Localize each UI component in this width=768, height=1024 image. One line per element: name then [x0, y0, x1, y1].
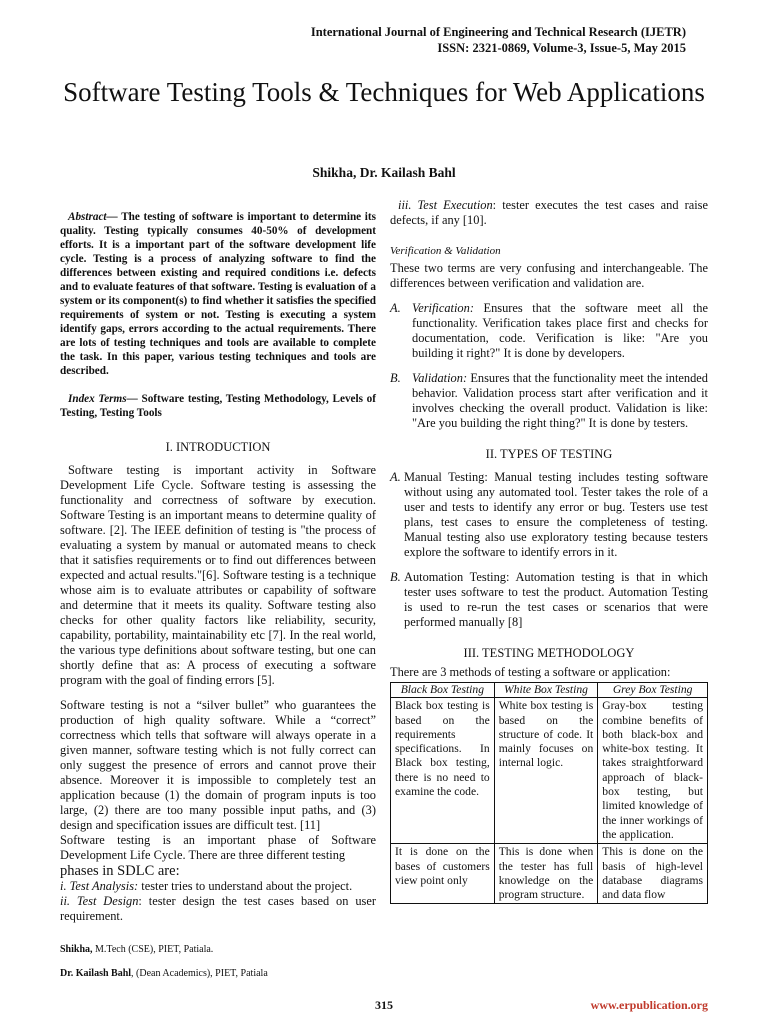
- phase-2-label: ii. Test Design: [60, 894, 139, 908]
- vv-intro: These two terms are very confusing and interchangeable. The differences between verification and validation are.: [390, 261, 708, 290]
- types-item-automation: [390, 570, 708, 630]
- types-b-label: B.: [390, 570, 401, 584]
- journal-name: International Journal of Engineering and Technical Research (IJETR): [310, 25, 686, 39]
- col-white-box: White Box Testing: [494, 683, 598, 698]
- table-cell: It is done on the bases of customers view point only: [391, 844, 495, 904]
- publisher-link[interactable]: www.erpublication.org: [590, 998, 708, 1012]
- phase-test-execution: [390, 198, 708, 228]
- phase-test-analysis: [60, 879, 376, 894]
- vv-b-body: [412, 371, 708, 431]
- types-heading: II. TYPES OF TESTING: [485, 447, 613, 461]
- col-black-box: Black Box Testing: [391, 683, 495, 698]
- journal-header: [311, 24, 686, 56]
- index-terms-lead: Index Terms—: [68, 393, 138, 405]
- footnote-author-2: [60, 968, 376, 980]
- vv-item-verification: [390, 301, 708, 361]
- table-cell: This is done when the tester has full knowledge on the program structure.: [494, 844, 598, 904]
- index-terms-text: Software testing, Testing Methodology, Levels of Testing, Testing Tools: [60, 393, 376, 419]
- vv-a-term: Verification:: [412, 301, 474, 315]
- phase-2-text: : tester design the test cases based on user requirement.: [60, 894, 376, 923]
- types-item-manual: [390, 470, 708, 560]
- footnote-1-name: Shikha,: [60, 944, 93, 955]
- vv-b-label: B.: [390, 371, 401, 385]
- vv-a-text: Ensures that the software meet all the functionality. Verification takes place first and checks for documentation, code. Verification is like: "Are you building it right?" It is done by developers.: [412, 301, 708, 360]
- intro-paragraph-2: Software testing is not a “silver bullet” who guarantees the production of high quality software. While a “correct” correctness which tells that software will always operate in a given manner, software testing which is not fully correct can only suggest the presence of errors and cannot prove their absence. Moreover it is impossible to completely test an application because (1) the domain of program inputs is too large, (2) there are too many possible input paths, and (3) design and specification issues are difficult test. [11]: [60, 698, 376, 832]
- abstract-text: The testing of software is important to determine its quality. Testing typically consumes 40-50% of development efforts. It is a important part of the software development life cycle. Testing is a process of analyzing software to find the differences between existing and required conditions i.e. defects and to evaluate features of that software. Testing is evaluation of a system or its component(s) to find whether it satisfies the specified requirements of system or not. Testing is executing a system identify gaps, errors according to the actual requirements. There are lots of testing techniques and tools are available to complete the task. In this paper, various testing techniques and tools are described.: [60, 211, 376, 377]
- table-row: [391, 698, 708, 844]
- table-cell: Gray-box testing combine benefits of both black-box and white-box testing. It takes straightforward approach of black-box testing, but limited knowledge of the inner workings of the application.: [598, 698, 708, 844]
- left-column: [60, 210, 376, 980]
- paper-authors: Shikha, Dr. Kailash Bahl: [312, 165, 456, 180]
- methodology-heading: III. TESTING METHODOLOGY: [463, 646, 635, 660]
- intro-phases: phases in SDLC are:: [60, 863, 180, 879]
- vv-heading: Verification & Validation: [390, 245, 501, 257]
- table-cell: This is done on the basis of high-level database diagrams and data flow: [598, 844, 708, 904]
- index-terms: [60, 392, 376, 420]
- methods-table: [390, 682, 708, 904]
- types-b-text: Automation Testing: Automation testing is that in which tester uses software to test the product. Automation Testing is used to re-run the test cases or scenarios that were performed manually [8]: [404, 570, 708, 629]
- methods-table-header: [391, 683, 708, 698]
- footnote-2-name: Dr. Kailash Bahl: [60, 968, 132, 979]
- table-cell: Black box testing is based on the requirements specifications. In Black box testing, there is no need to examine the code.: [391, 698, 495, 844]
- table-row: [391, 844, 708, 904]
- paper-title: Software Testing Tools & Techniques for Web Applications: [63, 77, 705, 107]
- intro-heading: I. INTRODUCTION: [165, 440, 271, 454]
- methodology-intro: There are 3 methods of testing a software or application:: [390, 665, 671, 679]
- vv-b-text: Ensures that the functionality meet the intended behavior. Validation process start after verification and it involves checking the overall product. Validation is like: "Are you building the right thing?" It is done by testers.: [412, 371, 708, 430]
- footnote-author-1: [60, 944, 376, 956]
- phase-test-design: [60, 894, 376, 924]
- footnote-1-text: M.Tech (CSE), PIET, Patiala.: [92, 944, 214, 955]
- journal-issn: ISSN: 2321-0869, Volume-3, Issue-5, May 2015: [437, 41, 686, 55]
- phase-1-text: tester tries to understand about the project.: [138, 879, 353, 893]
- phase-3-label: iii. Test Execution: [398, 198, 493, 212]
- abstract-lead: Abstract—: [68, 211, 118, 223]
- page-number: 315: [375, 998, 393, 1012]
- types-a-label: A.: [390, 470, 401, 484]
- right-column: [390, 198, 708, 904]
- table-cell: White box testing is based on the structure of code. It mainly focuses on internal logic.: [494, 698, 598, 844]
- vv-item-validation: [390, 371, 708, 431]
- abstract: [60, 210, 376, 378]
- vv-a-body: [412, 301, 708, 361]
- footnote-2-text: , (Dean Academics), PIET, Patiala: [131, 968, 268, 979]
- phase-1-label: i. Test Analysis:: [60, 879, 139, 893]
- intro-paragraph-3: Software testing is an important phase of Software Development Life Cycle. There are three different testing: [60, 833, 376, 862]
- intro-paragraph-1: Software testing is important activity in Software Development Life Cycle. Software testing is assessing the functionality and correctness of software by execution. Software Testing is an important means to determine quality of software. [2]. The IEEE definition of testing is "the process of evaluating a system by manual or automated means to check that it satisfies requirements or to find out differences between expected and actual results."[6]. Software testing is a technique whose aim is to evaluate attributes or capability of software and determine that it meets its quality. Software testing also checks for other quality factors like reliability, security, capability, portability, maintainability etc [7]. In the real world, the various type definitions about software testing, but one can shortly define that as: A process of executing a software program with the goal of finding errors [5].: [60, 463, 376, 687]
- types-a-text: Manual Testing: Manual testing includes testing software without using any automated tool. Tester takes the role of a user and tests to identify any error or bug. Testers use test plans, test cases to ensure the completeness of testing. Manual testing also use exploratory testing because testers explore the software to identify errors in it.: [404, 470, 708, 559]
- phase-3-text: : tester executes the test cases and raise defects, if any [10].: [390, 198, 708, 227]
- col-grey-box: Grey Box Testing: [598, 683, 708, 698]
- vv-a-label: A.: [390, 301, 401, 315]
- vv-b-term: Validation:: [412, 371, 468, 385]
